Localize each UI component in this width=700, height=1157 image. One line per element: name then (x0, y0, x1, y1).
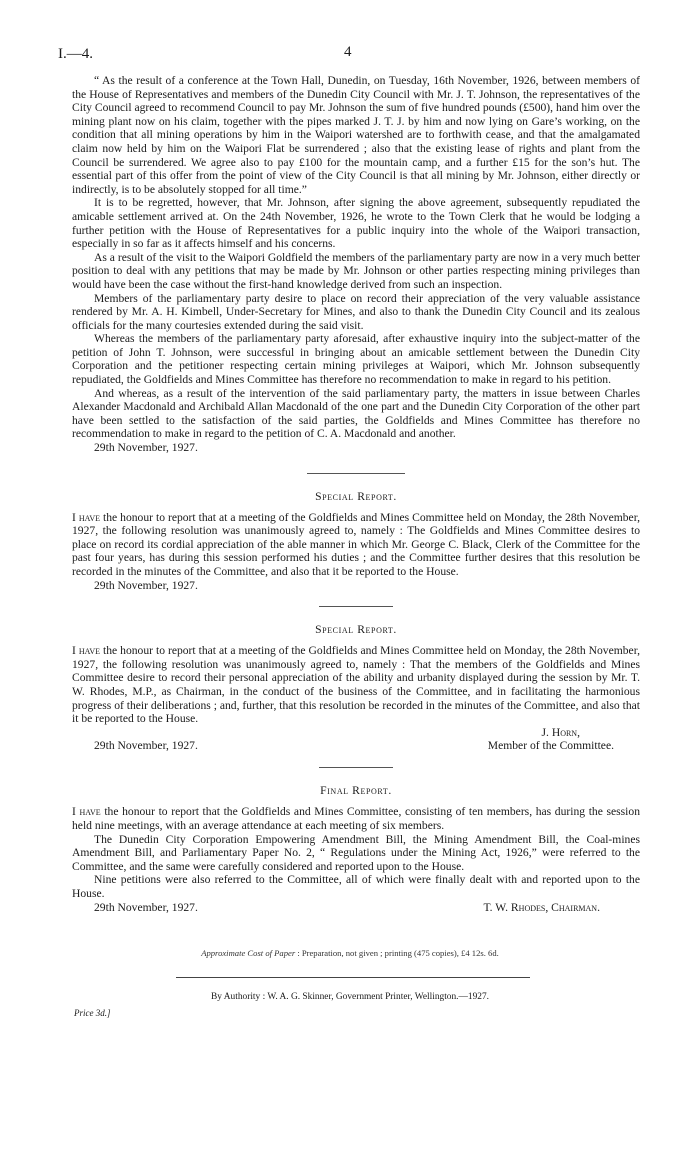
lead-in-words: I have (72, 510, 101, 524)
report-date: 29th November, 1927. (94, 739, 198, 753)
lead-in-words: I have (72, 644, 101, 658)
section-divider (319, 767, 393, 768)
paragraph-text: the honour to report that the Goldfields and Mines Committee, consisting of ten members, has during the session held nine meetings, with an average attendance at each meeting of six members. (72, 805, 641, 832)
date-signature-row (72, 739, 640, 753)
body-paragraph: Whereas the members of the parliamentary party aforesaid, after exhaustive inquiry into the subject-matter of the petition of John T. Johnson, were successful in bringing about an amicable settlement between the Dunedin City Corporation and the petitioner respecting certain mining privileges at Waipori, which Mr. Johnson subsequently repudiated, the Goldfields and Mines Committee has therefore no recommendation to make in regard to his petition. (72, 332, 640, 387)
footer-divider (176, 977, 530, 978)
paragraph-text: the honour to report that at a meeting of the Goldfields and Mines Committee held on Monday, the 28th November, 1927, the following resolution was unanimously agreed to, namely : The Goldfields and Mines Committee desires to place on record its cordial appreciation of the able manner in which Mr. George C. Black, Clerk of the Committee for the past four years, has during this session performed his duties ; and the Committee further desires that this resolution be recorded in the minutes of the Committee, and also that it be reported to the House. (72, 510, 640, 578)
paragraph-text: the honour to report that at a meeting of the Goldfields and Mines Committee held on Monday, the 28th November, 1927, the following resolution was unanimously agreed to, namely : That the members of the Goldfields and Mines Committee desire to record their personal appreciation of the ability and urbanity displayed during the session by Mr. T. W. Rhodes, M.P., as Chairman, in the conduct of the business of the Committee, and in facilitating the harmonious progress of their deliberations ; and, further, that this resolution be recorded in the minutes of the Committee, and also that it be reported to the House. (72, 644, 640, 726)
section-divider (307, 473, 405, 474)
body-paragraph: Members of the parliamentary party desire to place on record their appreciation of the very valuable assistance rendered by Mr. A. H. Kimbell, Under-Secretary for Mines, and also to thank the Dunedin City Council and its zealous officials for the many courtesies extended during the said visit. (72, 291, 640, 332)
body-paragraph: As a result of the visit to the Waipori Goldfield the members of the parliamentary party are now in a very much better position to deal with any petitions that may be made by Mr. Johnson or other parties respecting mining privileges than would have been the case without the first-hand knowledge derived from such an inspection. (72, 250, 640, 291)
report-date: 29th November, 1927. (94, 441, 198, 455)
section-heading: Special Report. (315, 489, 397, 503)
report-date: 29th November, 1927. (94, 578, 198, 592)
final-report-paragraph: The Dunedin City Corporation Empowering Amendment Bill, the Mining Amendment Bill, the Coal-mines Amendment Bill, and Parliamentary Paper No. 2, “ Regulations under the Mining Act, 1926,” were referred to the Committee, and the same were carefully considered and reported upon to the House. (72, 832, 640, 873)
body-content (72, 74, 640, 915)
section-divider (319, 606, 393, 607)
final-report-paragraph: Nine petitions were also referred to the Committee, all of which were finally dealt with and reported upon to the House. (72, 873, 640, 900)
report-date: 29th November, 1927. (94, 900, 198, 914)
price-note: Price 3d.] (74, 1008, 111, 1018)
page-number: 4 (344, 44, 352, 60)
lead-in-words: I have (72, 805, 101, 819)
special-report-paragraph (72, 644, 640, 726)
printer-authority: By Authority : W. A. G. Skinner, Government Printer, Wellington.—1927. (211, 992, 489, 1002)
section-heading: Final Report. (320, 784, 392, 798)
signatory-role: Member of the Committee. (487, 739, 614, 753)
special-report-paragraph (72, 511, 640, 579)
date-signature-row (72, 901, 640, 915)
quoted-agreement-paragraph: “ As the result of a conference at the Town Hall, Dunedin, on Tuesday, 16th November, 1926, between members of the House of Representatives and members of the Dunedin City Council with Mr. J. T. Johnson, the representatives of the City Council agreed to recommend Council to pay Mr. Johnson the sum of five hundred pounds (£500), hand him over the mining plant now on his claim, together with the pipes marked J. T. J. by him and now lying on Gare’s working, on the condition that all mining operations by him in the Waipori watershed are to forthwith cease, and that the amalgamated claim now held by him on the Waipori Flat be surrendered ; also that the existing lease of rights and plant from the Council be surrendered. We agree also to pay £100 for the mountain camp, and a further £15 for the son’s hut. The essential part of this offer from the point of view of the City Council is that all mining by Mr. Johnson, either directly or indirectly, is to be absolutely stopped for all time.” (72, 74, 640, 196)
final-report-paragraph (72, 805, 640, 832)
section-heading: Special Report. (315, 623, 397, 637)
signatory-name: J. Horn, (541, 725, 580, 739)
signatory-name: T. W. Rhodes, Chairman. (483, 900, 600, 914)
cost-text: : Preparation, not given ; printing (475 copies), £4 12s. 6d. (295, 948, 499, 958)
cost-label: Approximate Cost of Paper (201, 948, 296, 958)
cost-of-paper-note (0, 948, 700, 958)
body-paragraph: It is to be regretted, however, that Mr. Johnson, after signing the above agreement, subsequently repudiated the amicable settlement arrived at. On the 24th November, 1926, he wrote to the Town Clerk that he would be lodging a further petition with the House of Representatives for a public inquiry into the whole of the Waipori transaction, especially in so far as it affects himself and his concerns. (72, 196, 640, 251)
body-paragraph: And whereas, as a result of the intervention of the said parliamentary party, the matters in issue between Charles Alexander Macdonald and Archibald Allan Macdonald of the one part and the Dunedin City Corporation of the other part have been settled to the satisfaction of the said parties, the Goldfields and Mines Committee has therefore no recommendation to make in regard to the petition of C. A. Macdonald and another. (72, 386, 640, 441)
parliamentary-paper-reference: I.—4. (58, 46, 93, 62)
